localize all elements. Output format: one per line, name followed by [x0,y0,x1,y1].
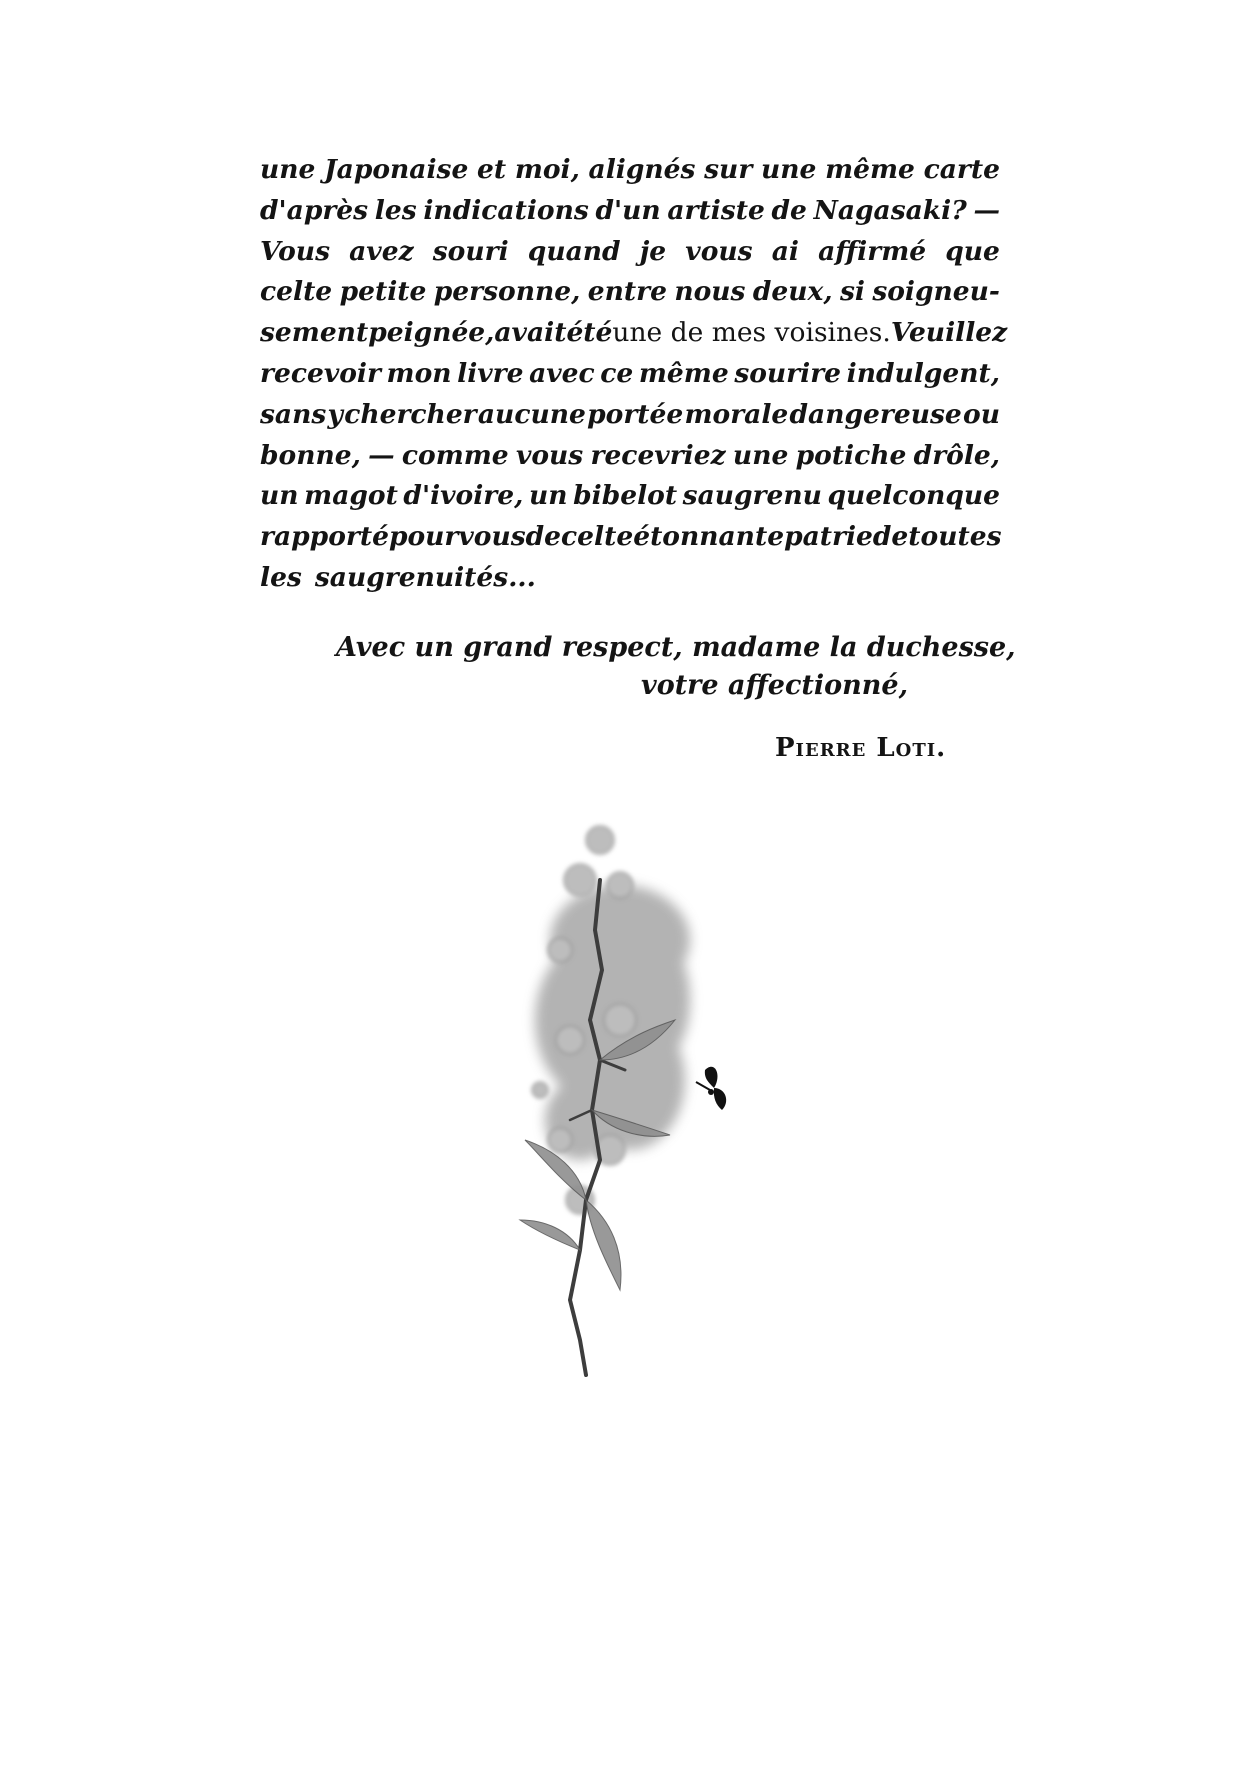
word: — [368,439,395,471]
word: saugrenu [682,480,822,512]
word: bonne, [260,439,361,471]
word: bibelot [573,480,678,512]
word: personne, [433,276,581,308]
word: rapporté [260,521,389,553]
word: de [525,521,562,553]
word: une [732,439,789,471]
word: un [260,480,299,512]
word: chercher [344,398,477,430]
word: vous [685,235,753,267]
text-line [260,191,1000,232]
word: celte [561,521,634,553]
text-line [260,476,1000,517]
word: quelconque [827,480,1000,512]
word: ou [963,398,1000,430]
word: petite [339,276,427,308]
word: avez [349,235,414,267]
word: indications [423,194,589,226]
word: Nagasaki? [813,194,967,226]
text-line [260,517,1000,558]
word: souri [432,235,509,267]
word: entre [587,276,667,308]
word: les [260,561,302,593]
word: une [761,154,817,185]
word: Veuillez [890,317,1008,349]
word: quand [527,235,621,267]
butterfly-icon [696,1067,726,1110]
word: d'ivoire, [403,480,524,512]
word: — [973,194,1000,226]
word: et [477,154,507,185]
text-line [260,313,1008,354]
word: y [327,398,343,430]
letter-body [260,150,1008,599]
word: potiche [795,439,907,471]
word: ce [600,357,634,389]
text-line [260,354,1000,395]
word: même [638,357,729,389]
word: deux, [752,276,833,308]
word: d'après [260,194,369,226]
word: pour [388,521,459,553]
word: si [839,276,865,308]
word: soigneu- [872,276,1000,308]
word: drôle, [913,439,1000,471]
word: mon [386,357,452,389]
word: moi, [514,154,580,185]
word: Vous [260,235,330,267]
word: aucune [477,398,586,430]
closing-valediction: votre affectionné, [641,670,908,701]
word: sement [260,317,369,349]
word: Japonaise [324,154,469,185]
word: portée [587,398,684,430]
word: même [825,154,915,185]
word: avec [529,357,595,389]
word: vous [458,521,526,553]
word: sur [704,154,753,185]
word: recevoir [260,357,381,389]
word: un [528,480,568,512]
word: été [566,317,613,349]
word: indulgent, [846,357,1000,389]
word: peignée, [368,317,495,349]
text-line [260,150,1000,191]
text-line [260,232,1000,273]
word: patrie [784,521,873,553]
word: nous [674,276,746,308]
text-line [260,558,1000,599]
word: saugrenuités... [314,561,536,593]
word: les [374,194,417,226]
text-line [260,436,1000,477]
word: une [260,154,316,185]
word: artiste [667,194,765,226]
word: celte [260,276,333,308]
closing-salutation: Avec un grand respect, madame la duchesse, [336,632,1016,663]
word: affirmé [818,235,927,267]
word: alignés [588,154,696,185]
word: sourire [734,357,842,389]
word: de [872,521,909,553]
text-line [260,272,1000,313]
cherry-blossom-illustration [500,820,800,1420]
word: ai [771,235,799,267]
word: dangereuse [789,398,962,430]
word: je [639,235,667,267]
upright-phrase: une de mes voisines. [612,317,891,349]
word: sans [260,398,327,430]
word: magot [304,480,398,512]
word: recevriez [590,439,726,471]
word: avait [494,317,567,349]
author-signature: Pierre Loti. [775,733,947,763]
word: que [945,235,1000,267]
word: toutes [908,521,1002,553]
word: livre [457,357,524,389]
word: d'un [595,194,661,226]
word: morale [684,398,789,430]
text-line [260,395,1000,436]
word: de [771,194,807,226]
word: étonnante [633,521,785,553]
word: comme [401,439,509,471]
word: carte [923,154,1000,185]
word: vous [515,439,584,471]
